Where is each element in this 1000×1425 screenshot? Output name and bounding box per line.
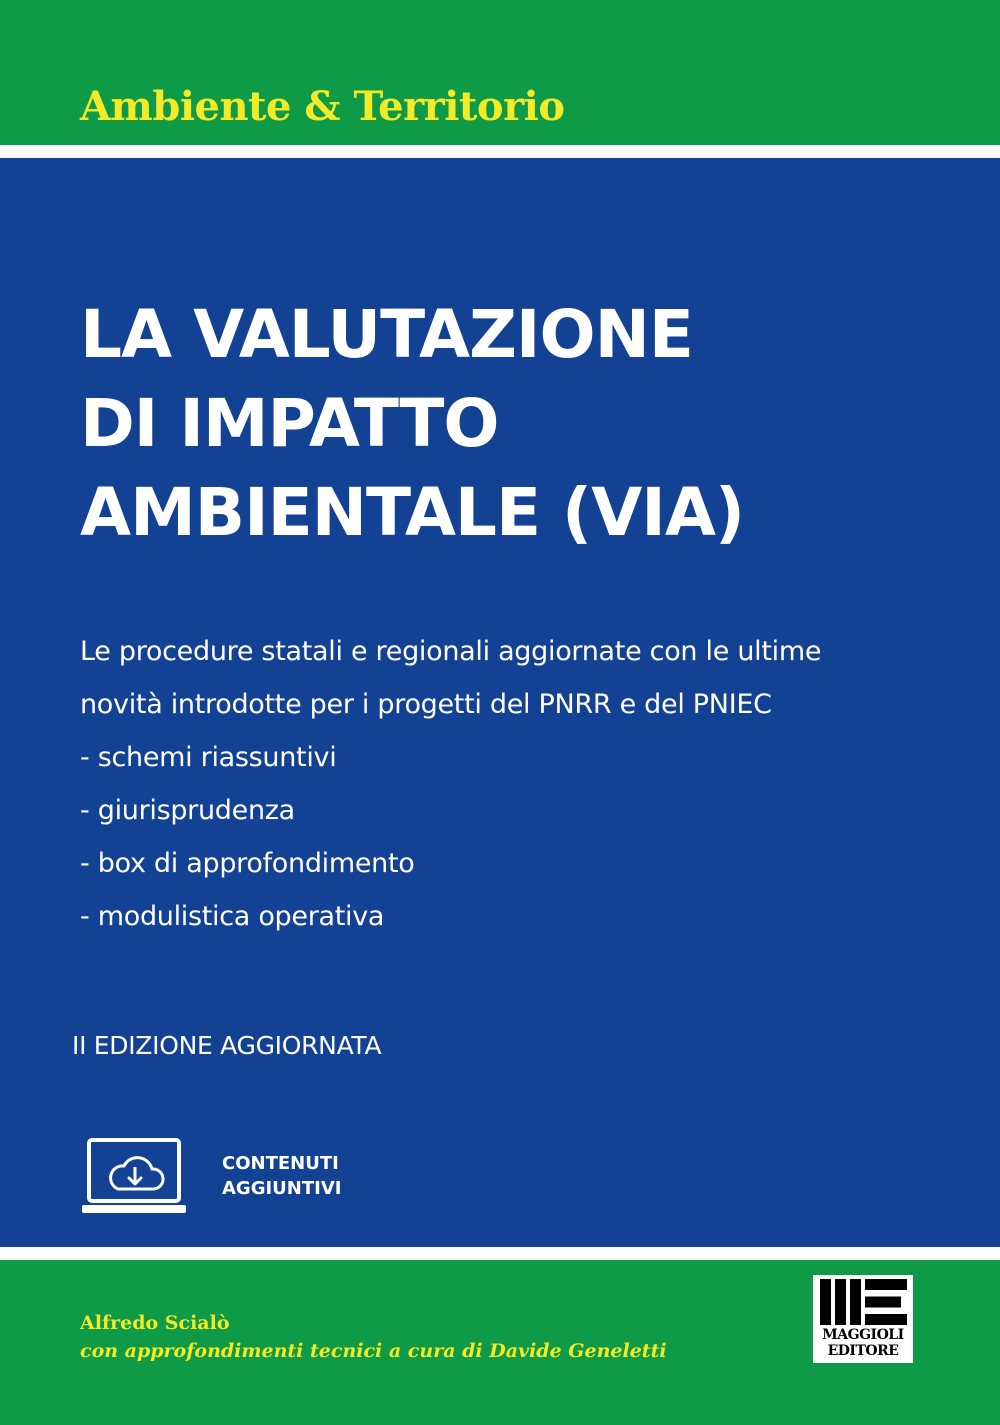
title-line: AMBIENTALE (VIA) (80, 474, 745, 551)
title-line: LA VALUTAZIONE (80, 296, 693, 373)
subtitle-line: Le procedure statali e regionali aggiornate con le ultime (80, 636, 822, 667)
publisher-logo (813, 1275, 913, 1363)
extra-content-line: AGGIUNTIVI (222, 1178, 342, 1199)
extra-content-line: CONTENUTI (222, 1153, 339, 1174)
laptop-cloud-download-icon (80, 1137, 188, 1215)
edition-label: II EDIZIONE AGGIORNATA (72, 1031, 382, 1060)
subtitle-line: novità introdotte per i progetti del PNRR e del PNIEC (80, 689, 772, 720)
publisher-name-line: MAGGIOLI (822, 1327, 904, 1343)
author-name: Alfredo Scialò (80, 1312, 230, 1334)
contributor-credit: con approfondimenti tecnici a cura di Davide Geneletti (80, 1340, 667, 1362)
maggioli-logo-mark (817, 1279, 909, 1325)
book-subtitle (80, 625, 821, 943)
series-title: Ambiente & Territorio (80, 83, 565, 130)
title-line: DI IMPATTO (80, 385, 499, 462)
feature-item: - schemi riassuntivi (80, 742, 337, 773)
top-band (0, 0, 1000, 145)
publisher-name (813, 1327, 913, 1359)
book-title (80, 290, 744, 557)
feature-item: - giurisprudenza (80, 795, 295, 826)
publisher-name-line: EDITORE (827, 1343, 899, 1359)
feature-item: - modulistica operativa (80, 901, 385, 932)
feature-item: - box di approfondimento (80, 848, 415, 879)
extra-content-label (222, 1151, 341, 1201)
